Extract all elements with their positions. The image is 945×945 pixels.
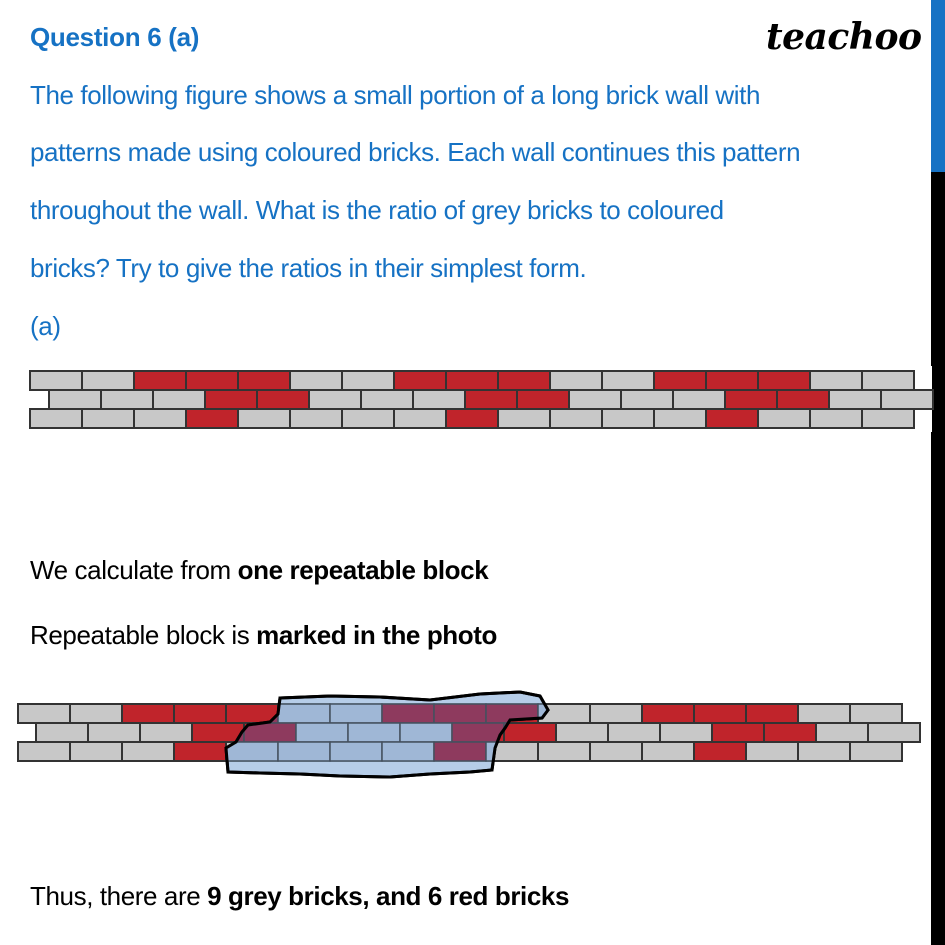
solution-line-2-text: Repeatable block is: [30, 620, 257, 650]
grey-brick: [608, 723, 660, 742]
grey-brick: [134, 409, 186, 428]
grey-brick: [816, 723, 868, 742]
red-brick: [706, 409, 758, 428]
grey-brick: [140, 723, 192, 742]
red-brick: [694, 704, 746, 723]
red-brick: [712, 723, 764, 742]
grey-brick: [850, 742, 902, 761]
grey-brick: [70, 742, 122, 761]
grey-brick: [342, 371, 394, 390]
grey-brick: [394, 409, 446, 428]
red-brick: [446, 409, 498, 428]
grey-brick: [798, 704, 850, 723]
highlighted-grey-brick: [226, 742, 278, 761]
grey-brick: [829, 390, 881, 409]
grey-brick: [673, 390, 725, 409]
grey-brick: [556, 723, 608, 742]
highlighted-grey-brick: [88, 723, 140, 742]
highlighted-grey-brick: [330, 704, 382, 723]
highlighted-grey-brick: [18, 704, 70, 723]
question-line-3: throughout the wall. What is the ratio of grey bricks to coloured: [30, 195, 724, 225]
grey-brick: [278, 742, 330, 761]
grey-brick: [862, 409, 914, 428]
highlighted-grey-brick: [816, 723, 868, 742]
red-brick: [504, 723, 556, 742]
grey-brick: [569, 390, 621, 409]
grey-brick: [36, 723, 88, 742]
grey-brick: [330, 704, 382, 723]
solution-line-2: [30, 620, 497, 651]
grey-brick: [758, 409, 810, 428]
grey-brick: [486, 742, 538, 761]
grey-brick: [498, 409, 550, 428]
grey-brick: [238, 409, 290, 428]
grey-brick: [602, 409, 654, 428]
highlighted-red-brick: [382, 704, 434, 723]
highlighted-grey-brick: [590, 742, 642, 761]
grey-brick: [361, 390, 413, 409]
highlighted-red-brick: [694, 704, 746, 723]
red-brick: [122, 704, 174, 723]
highlighted-grey-brick: [590, 704, 642, 723]
highlighted-red-brick: [174, 742, 226, 761]
highlighted-grey-brick: [556, 723, 608, 742]
highlighted-grey-brick: [18, 742, 70, 761]
highlighted-red-brick: [226, 704, 278, 723]
highlighted-grey-brick: [798, 742, 850, 761]
grey-brick: [550, 371, 602, 390]
grey-brick: [868, 723, 920, 742]
highlighted-red-brick: [122, 704, 174, 723]
highlighted-red-brick: [694, 742, 746, 761]
red-brick: [777, 390, 829, 409]
highlighted-red-brick: [244, 723, 296, 742]
red-brick: [517, 390, 569, 409]
red-brick: [446, 371, 498, 390]
grey-brick: [798, 742, 850, 761]
red-brick: [452, 723, 504, 742]
highlighted-red-brick: [452, 723, 504, 742]
red-brick: [654, 371, 706, 390]
red-brick: [758, 371, 810, 390]
grey-brick: [538, 704, 590, 723]
highlighted-grey-brick: [70, 742, 122, 761]
highlighted-red-brick: [642, 704, 694, 723]
red-brick: [257, 390, 309, 409]
grey-brick: [654, 409, 706, 428]
grey-brick: [122, 742, 174, 761]
red-brick: [764, 723, 816, 742]
grey-brick: [621, 390, 673, 409]
grey-brick: [49, 390, 101, 409]
question-line-2: patterns made using coloured bricks. Each wall continues this pattern: [30, 137, 801, 167]
grey-brick: [862, 371, 914, 390]
highlighted-grey-brick: [642, 742, 694, 761]
red-brick: [134, 371, 186, 390]
red-brick: [486, 704, 538, 723]
grey-brick: [18, 704, 70, 723]
grey-brick: [278, 704, 330, 723]
red-brick: [382, 704, 434, 723]
red-brick: [186, 409, 238, 428]
red-brick: [226, 704, 278, 723]
grey-brick: [348, 723, 400, 742]
highlighted-grey-brick: [608, 723, 660, 742]
highlighted-grey-brick: [330, 742, 382, 761]
grey-brick: [810, 409, 862, 428]
part-label: (a): [30, 311, 61, 341]
highlighted-grey-brick: [70, 704, 122, 723]
red-brick: [192, 723, 244, 742]
grey-brick: [18, 742, 70, 761]
highlighted-grey-brick: [538, 704, 590, 723]
highlighted-grey-brick: [400, 723, 452, 742]
highlighted-grey-brick: [868, 723, 920, 742]
highlighted-red-brick: [746, 704, 798, 723]
red-brick: [174, 742, 226, 761]
grey-brick: [296, 723, 348, 742]
highlighted-red-brick: [764, 723, 816, 742]
question-title: Question 6 (a): [30, 22, 200, 52]
red-brick: [434, 704, 486, 723]
teachoo-logo: teachoo: [766, 16, 922, 58]
grey-brick: [70, 704, 122, 723]
red-brick: [244, 723, 296, 742]
grey-brick: [590, 742, 642, 761]
grey-brick: [290, 409, 342, 428]
red-brick: [694, 742, 746, 761]
grey-brick: [309, 390, 361, 409]
red-brick: [498, 371, 550, 390]
red-brick: [186, 371, 238, 390]
grey-brick: [660, 723, 712, 742]
solution-line-3-text: Thus, there are: [30, 881, 208, 911]
highlighted-grey-brick: [538, 742, 590, 761]
highlighted-grey-brick: [140, 723, 192, 742]
red-brick: [746, 704, 798, 723]
red-brick: [725, 390, 777, 409]
edge-accent-bar: [931, 0, 945, 172]
highlighted-red-brick: [434, 742, 486, 761]
grey-brick: [642, 742, 694, 761]
solution-line-3-bold: 9 grey bricks, and 6 red bricks: [207, 881, 570, 911]
grey-brick: [101, 390, 153, 409]
red-brick: [394, 371, 446, 390]
question-line-1: The following figure shows a small portion of a long brick wall with: [30, 80, 761, 110]
highlighted-grey-brick: [348, 723, 400, 742]
solution-line-2-bold: marked in the photo: [256, 620, 498, 650]
figure-edge-gap: [918, 366, 932, 432]
highlighted-red-brick: [192, 723, 244, 742]
grey-brick: [82, 371, 134, 390]
solution-line-1: [30, 555, 488, 586]
grey-brick: [30, 371, 82, 390]
grey-brick: [382, 742, 434, 761]
grey-brick: [330, 742, 382, 761]
repeatable-block-highlight: [226, 692, 548, 777]
grey-brick: [30, 409, 82, 428]
grey-brick: [810, 371, 862, 390]
grey-brick: [550, 409, 602, 428]
grey-brick: [538, 742, 590, 761]
grey-brick: [153, 390, 205, 409]
grey-brick: [850, 704, 902, 723]
grey-brick: [290, 371, 342, 390]
highlighted-grey-brick: [122, 742, 174, 761]
highlight-outline: [226, 692, 548, 777]
red-brick: [174, 704, 226, 723]
highlighted-grey-brick: [296, 723, 348, 742]
highlighted-red-brick: [712, 723, 764, 742]
highlighted-red-brick: [486, 704, 538, 723]
grey-brick: [590, 704, 642, 723]
grey-brick: [746, 742, 798, 761]
highlighted-grey-brick: [660, 723, 712, 742]
highlighted-grey-brick: [382, 742, 434, 761]
edge-dark-bar: [931, 172, 945, 945]
red-brick: [642, 704, 694, 723]
grey-brick: [413, 390, 465, 409]
red-brick: [706, 371, 758, 390]
grey-brick: [400, 723, 452, 742]
grey-brick: [226, 742, 278, 761]
highlighted-grey-brick: [278, 742, 330, 761]
red-brick: [465, 390, 517, 409]
highlighted-grey-brick: [36, 723, 88, 742]
highlighted-grey-brick: [798, 704, 850, 723]
red-brick: [434, 742, 486, 761]
grey-brick: [602, 371, 654, 390]
red-brick: [238, 371, 290, 390]
question-line-4: bricks? Try to give the ratios in their simplest form.: [30, 253, 587, 283]
highlighted-grey-brick: [850, 742, 902, 761]
solution-line-3: [30, 881, 569, 912]
highlighted-grey-brick: [486, 742, 538, 761]
highlighted-grey-brick: [278, 704, 330, 723]
red-brick: [205, 390, 257, 409]
highlighted-red-brick: [504, 723, 556, 742]
grey-brick: [342, 409, 394, 428]
grey-brick: [82, 409, 134, 428]
solution-line-1-bold: one repeatable block: [237, 555, 489, 585]
highlighted-red-brick: [434, 704, 486, 723]
solution-line-1-text: We calculate from: [30, 555, 238, 585]
highlighted-red-brick: [174, 704, 226, 723]
highlighted-grey-brick: [746, 742, 798, 761]
highlighted-grey-brick: [850, 704, 902, 723]
grey-brick: [88, 723, 140, 742]
